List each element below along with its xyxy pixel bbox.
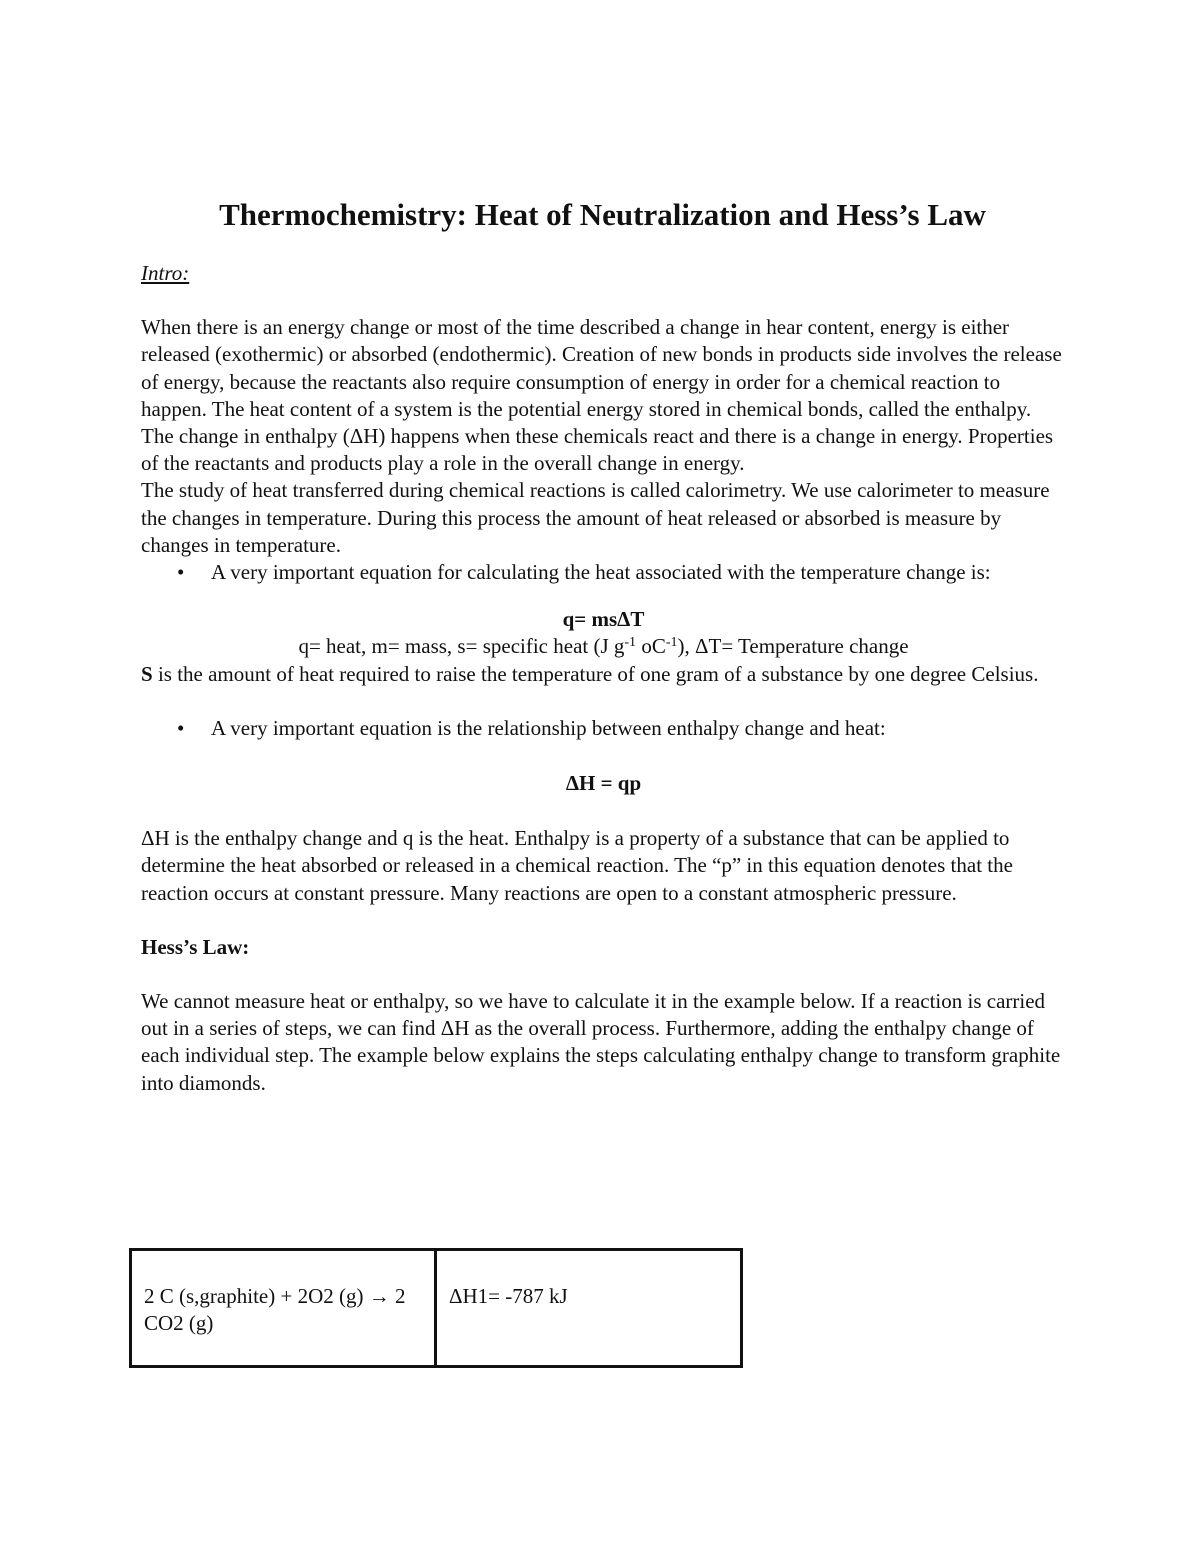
intro-paragraph-1: When there is an energy change or most of the time described a change in hear content, energy is either released (exothermic) or absorbed (endothermic). Creation of new bonds in products side involves the release of energy, because the reactants also require consumption of energy in order for a chemical reaction to happen. The heat content of a system is the potential energy stored in chemical bonds, called the enthalpy. The change in enthalpy (ΔH) happens when these chemicals react and there is a change in energy. Properties of the reactants and products play a role in the overall change in energy. — [141, 315, 1062, 476]
reaction-cell: 2 C (s,graphite) + 2O2 (g) → 2 CO2 (g) — [131, 1250, 436, 1367]
bullet-icon: • — [177, 715, 185, 740]
bullet-icon: • — [177, 560, 185, 585]
hess-steps-table — [129, 1248, 743, 1368]
legend-superscript-1: -1 — [624, 635, 637, 651]
legend-superscript-2: -1 — [665, 635, 678, 651]
bullet-text: A very important equation is the relationship between enthalpy change and heat: — [211, 715, 886, 740]
legend-part-c: ), ΔT= Temperature change — [677, 634, 909, 659]
bullet-item-heat-equation — [141, 559, 1066, 586]
intro-paragraph-2: The study of heat transferred during chemical reactions is called calorimetry. We use calorimeter to measure the changes in temperature. During this process the amount of heat released or absorbed is measure by changes in temperature. — [141, 478, 1050, 557]
equation-heat: q= msΔT — [562, 607, 645, 632]
specific-heat-text: is the amount of heat required to raise the temperature of one gram of a substance by one degree Celsius. — [152, 661, 1039, 686]
legend-part-b: oC — [636, 634, 666, 659]
hess-law-heading: Hess’s Law: — [141, 934, 250, 959]
hess-law-paragraph: We cannot measure heat or enthalpy, so we have to calculate it in the example below. If a reaction is carried out in a series of steps, we can find ΔH as the overall process. Furthermore, adding the enthalpy change of each individual step. The example below explains the steps calculating enthalpy change to transform graphite into diamonds. — [141, 989, 1061, 1095]
equation-enthalpy: ΔH = qp — [565, 771, 642, 796]
document-body — [141, 195, 1066, 1097]
equation-legend — [141, 633, 1066, 660]
bullet-text: A very important equation for calculating the heat associated with the temperature change is: — [211, 560, 991, 585]
specific-heat-definition — [141, 661, 1066, 688]
table-row — [131, 1250, 742, 1367]
page-title: Thermochemistry: Heat of Neutralization and Hess’s Law — [219, 197, 986, 232]
enthalpy-cell: ΔH1= -787 kJ — [436, 1250, 742, 1367]
legend-part-a: q= heat, m= mass, s= specific heat (J g — [298, 634, 625, 659]
enthalpy-paragraph: ΔH is the enthalpy change and q is the heat. Enthalpy is a property of a substance that can be applied to determine the heat absorbed or released in a chemical reaction. The “p” in this equation denotes that the reaction occurs at constant pressure. Many reactions are open to a constant atmospheric pressure. — [141, 826, 1013, 905]
specific-heat-symbol: S — [141, 661, 153, 686]
intro-heading: Intro: — [141, 261, 190, 285]
bullet-item-enthalpy-equation — [141, 715, 1066, 742]
